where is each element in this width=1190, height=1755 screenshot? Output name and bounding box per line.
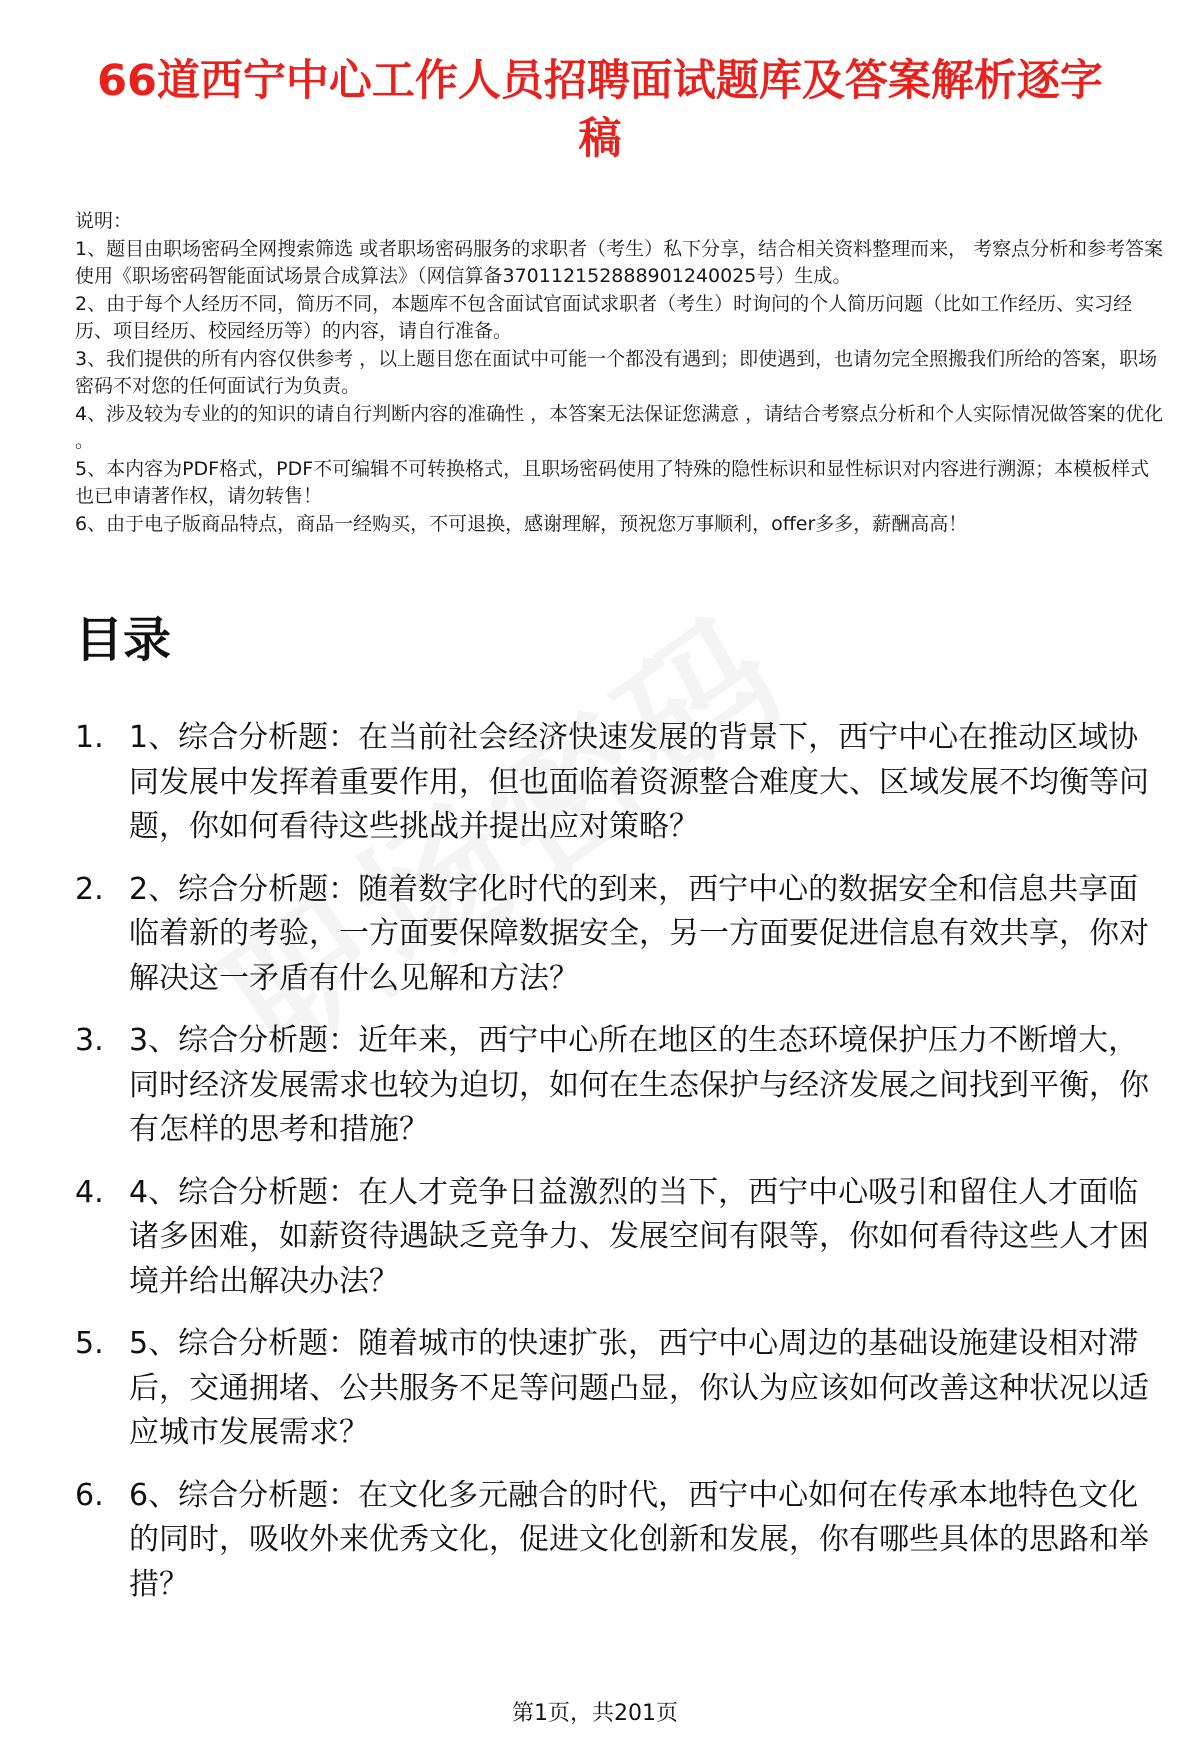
page-title: 66道西宁中心工作人员招聘面试题库及答案解析逐字稿 [97, 56, 1103, 164]
notes-section [75, 208, 1165, 538]
notes-heading: 说明： [75, 210, 133, 232]
toc-item-text: 3、综合分析题：近年来，西宁中心所在地区的生态环境保护压力不断增大，同时经济发展需求也较为迫切，如何在生态保护与经济发展之间找到平衡，你有怎样的思考和措施？ [129, 1023, 1149, 1147]
toc-item-text: 5、综合分析题：随着城市的快速扩张，西宁中心周边的基础设施建设相对滞后，交通拥堵、公共服务不足等问题凸显，你认为应该如何改善这种状况以适应城市发展需求？ [129, 1326, 1149, 1450]
toc-item[interactable] [75, 1019, 1165, 1153]
toc-item-number: 2. [75, 871, 104, 907]
toc-item-text: 2、综合分析题：随着数字化时代的到来，西宁中心的数据安全和信息共享面临着新的考验，一方面要保障数据安全，另一方面要促进信息有效共享，你对解决这一矛盾有什么见解和方法？ [129, 871, 1149, 996]
toc-item[interactable] [75, 868, 1165, 1002]
toc-item[interactable] [75, 716, 1165, 850]
note-item: 2、由于每个人经历不同，简历不同，本题库不包含面试官面试求职者（考生）时询问的个人简历问题（比如工作经历、实习经历、项目经历、校园经历等）的内容，请自行准备。 [75, 292, 1133, 342]
toc-item-number: 3. [75, 1023, 104, 1058]
toc-item-number: 5. [75, 1326, 104, 1361]
toc-item-text: 4、综合分析题：在人才竞争日益激烈的当下，西宁中心吸引和留住人才面临诸多困难，如薪资待遇缺乏竞争力、发展空间有限等，你如何看待这些人才困境并给出解决办法？ [129, 1174, 1149, 1299]
toc-heading: 目录 [75, 612, 172, 668]
toc-item[interactable] [75, 1322, 1165, 1456]
note-item: 3、我们提供的所有内容仅供参考 ，以上题目您在面试中可能一个都没有遇到；即使遇到，也请勿完全照搬我们所给的答案，职场密码不对您的任何面试行为负责。 [75, 347, 1158, 397]
note-item: 1、题目由职场密码全网搜索筛选 或者职场密码服务的求职者（考生）私下分享，结合相关资料整理而来， 考察点分析和参考答案使用《职场密码智能面试场景合成算法》（网信算备370112152888901240025号）生成。 [75, 237, 1164, 287]
toc-item[interactable] [75, 1474, 1165, 1608]
note-item: 5、本内容为PDF格式，PDF不可编辑不可转换格式，且职场密码使用了特殊的隐性标识和显性标识对内容进行溯源；本模板样式也已申请著作权，请勿转售！ [75, 457, 1150, 507]
note-item: 6、由于电子版商品特点，商品一经购买，不可退换，感谢理解，预祝您万事顺利，offer多多，薪酬高高！ [75, 512, 968, 535]
toc-list [75, 716, 1165, 1625]
toc-item[interactable] [75, 1171, 1165, 1305]
toc-item-number: 4. [75, 1174, 104, 1210]
toc-item-text: 1、综合分析题：在当前社会经济快速发展的背景下，西宁中心在推动区域协同发展中发挥着重要作用，但也面临着资源整合难度大、区域发展不均衡等问题，你如何看待这些挑战并提出应对策略？ [129, 720, 1149, 844]
page-footer: 第1页，共201页 [512, 1701, 678, 1726]
toc-item-number: 1. [75, 720, 104, 755]
toc-item-number: 6. [75, 1477, 104, 1513]
toc-item-text: 6、综合分析题：在文化多元融合的时代，西宁中心如何在传承本地特色文化的同时，吸收外来优秀文化，促进文化创新和发展，你有哪些具体的思路和举措？ [129, 1477, 1149, 1602]
note-item: 4、涉及较为专业的的知识的请自行判断内容的准确性 ，本答案无法保证您满意 ，请结合考察点分析和个人实际情况做答案的优化 。 [75, 402, 1164, 452]
